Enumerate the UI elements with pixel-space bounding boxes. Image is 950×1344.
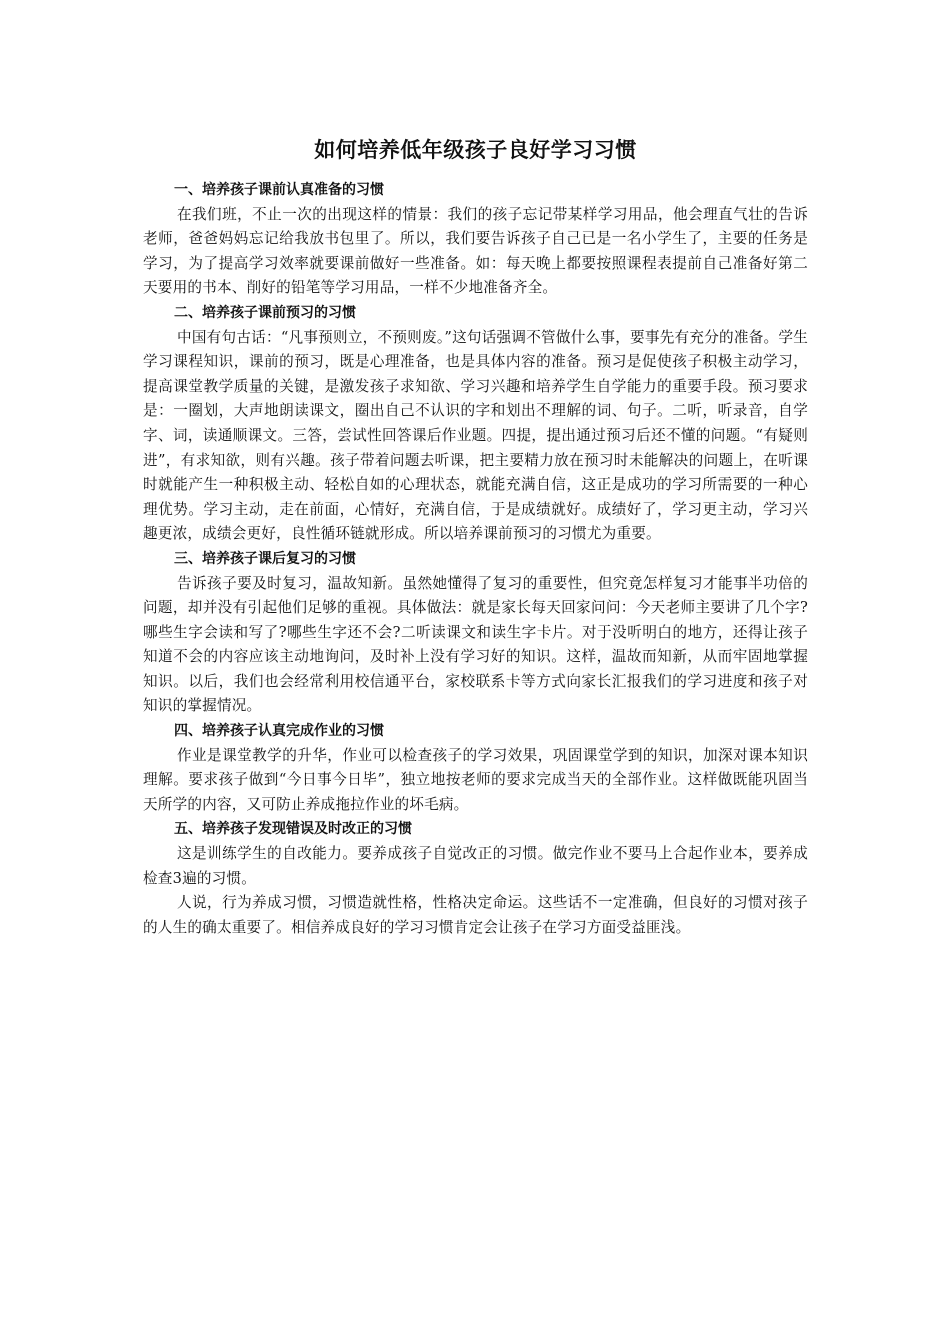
section-4: [143, 719, 808, 817]
section-3: [143, 547, 808, 719]
section-heading: 三、培养孩子课后复习的习惯: [174, 550, 356, 567]
section-5: [143, 817, 808, 940]
section-paragraph: 作业是课堂教学的升华，作业可以检查孩子的学习效果，巩固课堂学到的知识，加深对课本知识理解。要求孩子做到“今日事今日毕”，独立地按老师的要求完成当天的全部作业。这样做既能巩固当天所学的内容，又可防止养成拖拉作业的坏毛病。: [143, 746, 808, 813]
section-paragraph: 在我们班，不止一次的出现这样的情景：我们的孩子忘记带某样学习用品，他会理直气壮的告诉老师，爸爸妈妈忘记给我放书包里了。所以，我们要告诉孩子自己已是一名小学生了，主要的任务是学习，为了提高学习效率就要课前做好一些准备。如：每天晚上都要按照课程表提前自己准备好第二天要用的书本、削好的铅笔等学习用品，一样不少地准备齐全。: [143, 205, 808, 297]
section-heading: 五、培养孩子发现错误及时改正的习惯: [174, 821, 412, 838]
section-paragraph: 这是训练学生的自改能力。要养成孩子自觉改正的习惯。做完作业不要马上合起作业本，要养成检查3遍的习惯。: [143, 845, 808, 887]
section-1: [143, 178, 808, 301]
document-title: 如何培养低年级孩子良好学习习惯: [314, 138, 637, 162]
section-heading: 二、培养孩子课前预习的习惯: [174, 304, 356, 321]
section-paragraph: 中国有句古话：“凡事预则立，不预则废。”这句话强调不管做什么事，要事先有充分的准备。学生学习课程知识，课前的预习，既是心理准备，也是具体内容的准备。预习是促使孩子积极主动学习，提高课堂教学质量的关键，是激发孩子求知欲、学习兴趣和培养学生自学能力的重要手段。预习要求是：一圈划，大声地朗读课文，圈出自己不认识的字和划出不理解的词、句子。二听，听录音，自学字、词，读通顺课文。三答，尝试性回答课后作业题。四提，提出通过预习后还不懂的问题。“有疑则进”，有求知欲，则有兴趣。孩子带着问题去听课，把主要精力放在预习时未能解决的问题上，在听课时就能产生一种积极主动、轻松自如的心理状态，就能充满自信，这正是成功的学习所需要的一种心理优势。学习主动，走在前面，心情好，充满自信，于是成绩就好。成绩好了，学习更主动，学习兴趣更浓，成绩会更好，良性循环链就形成。所以培养课前预习的习惯尤为重要。: [143, 328, 808, 543]
section-2: [143, 301, 808, 547]
document-page: [143, 133, 808, 940]
section-heading: 四、培养孩子认真完成作业的习惯: [174, 723, 384, 740]
section-heading: 一、培养孩子课前认真准备的习惯: [174, 182, 384, 198]
closing-paragraph: 人说，行为养成习惯，习惯造就性格，性格决定命运。这些话不一定准确，但良好的习惯对孩子的人生的确太重要了。相信养成良好的学习习惯肯定会让孩子在学习方面受益匪浅。: [143, 894, 808, 936]
section-paragraph: 告诉孩子要及时复习，温故知新。虽然她懂得了复习的重要性，但究竟怎样复习才能事半功倍的问题，却并没有引起他们足够的重视。具体做法：就是家长每天回家问问：今天老师主要讲了几个字?哪些生字会读和写了?哪些生字还不会?二听读课文和读生字卡片。对于没听明白的地方，还得让孩子知道不会的内容应该主动地询问，及时补上没有学习好的知识。这样，温故而知新，从而牢固地掌握知识。以后，我们也会经常利用校信通平台，家校联系卡等方式向家长汇报我们的学习进度和孩子对知识的掌握情况。: [143, 574, 808, 715]
